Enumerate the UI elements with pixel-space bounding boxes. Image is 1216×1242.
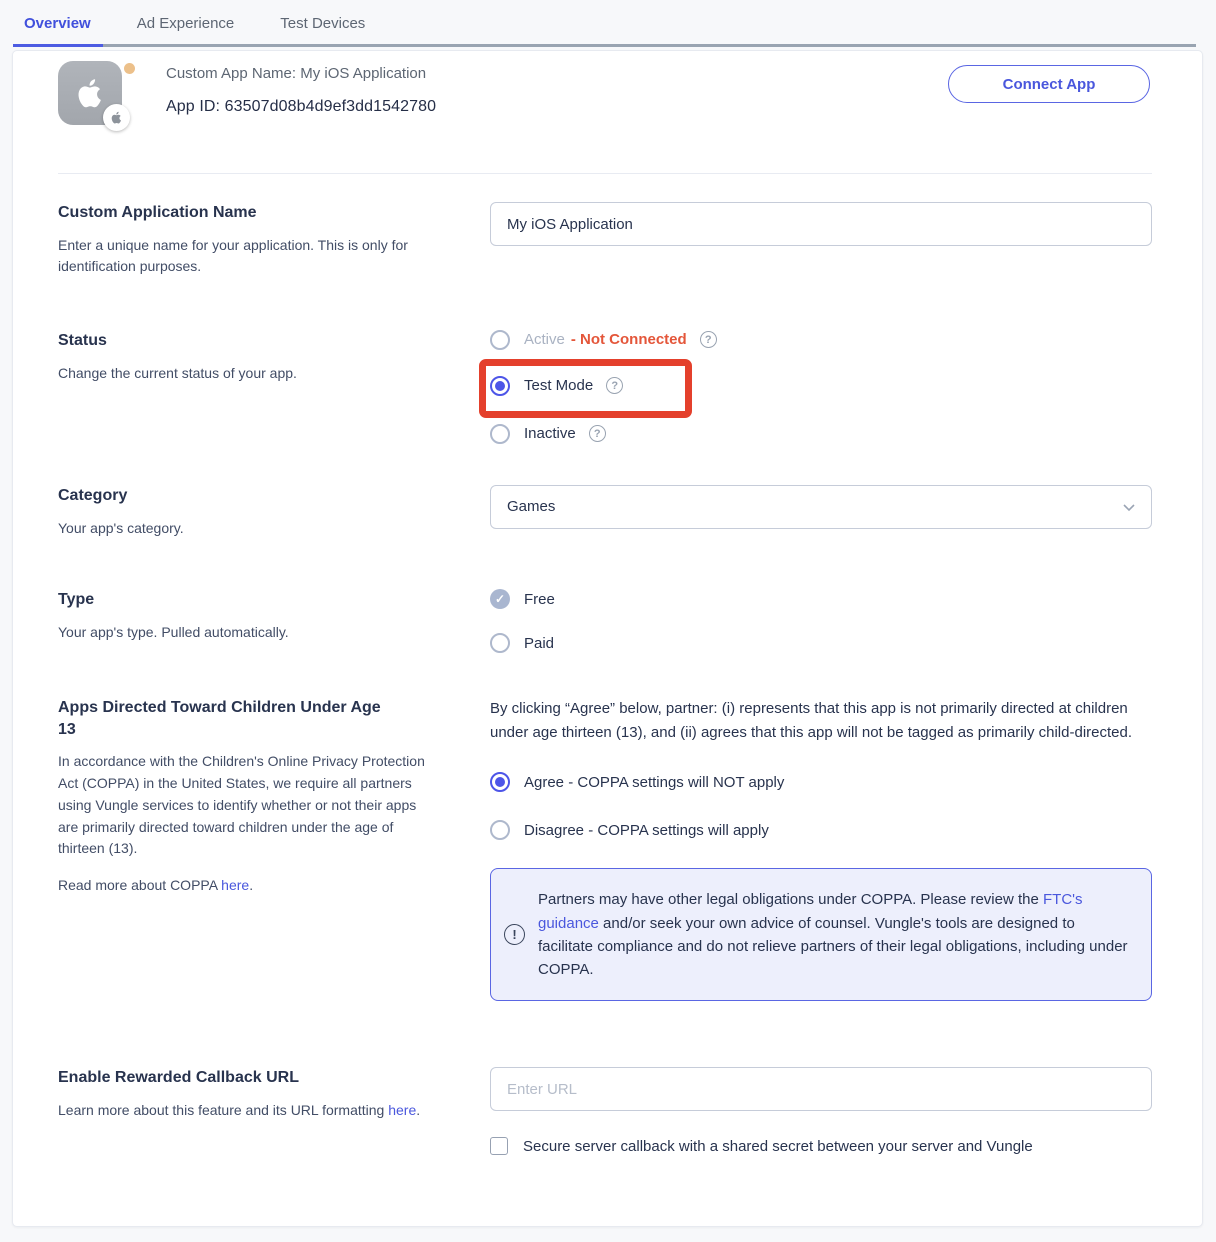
notification-dot — [124, 63, 135, 74]
coppa-description: In accordance with the Children's Online Privacy Protection Act (COPPA) in the United States, we require all partners using Vungle services to identify whether or not their apps are primarily directed toward children under the age of thirteen (13). — [58, 753, 425, 857]
active-radio[interactable] — [490, 330, 510, 350]
category-heading: Category — [58, 486, 128, 504]
connect-app-button[interactable]: Connect App — [948, 65, 1150, 103]
secure-callback-label: Secure server callback with a shared secret between your server and Vungle — [523, 1138, 1033, 1156]
exclamation-circle-icon: ! — [504, 924, 525, 945]
callback-url-input[interactable] — [490, 1067, 1152, 1111]
read-more-period: . — [249, 876, 254, 893]
category-select[interactable] — [490, 485, 1152, 529]
type-option-free — [490, 589, 1152, 609]
callback-desc-text: Learn more about this feature and its URL formatting — [58, 1101, 389, 1118]
ftc-guidance-link[interactable]: FTC's guidance — [538, 891, 1083, 932]
agree-radio[interactable] — [490, 772, 510, 792]
tab-bar — [0, 0, 1216, 47]
status-description: Change the current status of your app. — [58, 364, 297, 381]
callback-heading: Enable Rewarded Callback URL — [58, 1069, 299, 1087]
active-label: Active — [524, 331, 565, 349]
custom-application-name-heading: Custom Application Name — [58, 204, 257, 221]
coppa-here-link[interactable]: here — [221, 876, 250, 893]
category-description: Your app's category. — [58, 519, 184, 536]
type-description: Your app's type. Pulled automatically. — [58, 623, 289, 640]
app-id-text: App ID: 63507d08b4d9ef3dd1542780 — [166, 98, 437, 115]
type-heading: Type — [58, 591, 95, 609]
header-divider — [58, 173, 1152, 174]
section-status — [58, 330, 1152, 444]
not-connected-label: - Not Connected — [570, 331, 687, 349]
section-type — [58, 589, 1152, 653]
paid-label: Paid — [524, 634, 555, 652]
category-selected-value: Games — [507, 498, 556, 516]
overview-card — [12, 50, 1203, 1227]
disagree-label: Disagree - COPPA settings will apply — [524, 821, 769, 839]
apple-logo-small-icon — [109, 110, 124, 125]
apple-badge-icon — [103, 104, 130, 131]
test-mode-radio[interactable] — [490, 376, 510, 396]
tab-ad-experience[interactable]: Ad Experience — [136, 15, 235, 32]
inactive-help-icon[interactable]: ? — [589, 425, 606, 442]
status-option-inactive[interactable] — [490, 424, 1152, 444]
free-checked-icon: ✓ — [490, 589, 510, 609]
section-coppa — [58, 697, 1152, 1001]
coppa-heading: Apps Directed Toward Children Under Age 13 — [58, 699, 381, 738]
coppa-option-agree[interactable] — [490, 772, 1152, 792]
coppa-read-more — [58, 877, 462, 893]
test-mode-help-icon[interactable]: ? — [606, 377, 623, 394]
callback-here-link[interactable]: here — [388, 1101, 417, 1118]
coppa-notice-box — [490, 868, 1152, 1001]
read-more-text: Read more about COPPA — [58, 876, 222, 893]
status-option-test-mode[interactable] — [490, 376, 623, 396]
app-header — [58, 51, 1152, 165]
disagree-radio[interactable] — [490, 820, 510, 840]
app-meta — [166, 61, 436, 116]
tab-test-devices[interactable]: Test Devices — [280, 15, 366, 32]
callback-description — [58, 1100, 458, 1122]
apple-logo-icon — [72, 75, 108, 111]
active-help-icon[interactable]: ? — [700, 331, 717, 348]
free-label: Free — [524, 590, 555, 608]
type-option-paid[interactable] — [490, 633, 1152, 653]
agree-label: Agree - COPPA settings will NOT apply — [524, 773, 785, 791]
secure-callback-option[interactable] — [490, 1135, 1152, 1159]
custom-app-name-text: Custom App Name: My iOS Application — [166, 65, 427, 82]
callback-desc-period: . — [416, 1101, 421, 1118]
test-mode-label: Test Mode — [524, 377, 594, 395]
application-name-input[interactable] — [490, 202, 1152, 246]
secure-callback-checkbox[interactable] — [490, 1137, 508, 1155]
coppa-option-disagree[interactable] — [490, 820, 1152, 840]
coppa-notice-text — [538, 888, 1131, 981]
notice-text-before: Partners may have other legal obligations under COPPA. Please review the — [538, 891, 1043, 909]
custom-application-name-description: Enter a unique name for your application. This is only for identification purposes. — [58, 236, 408, 275]
section-rewarded-callback — [58, 1067, 1152, 1159]
status-option-active[interactable] — [490, 330, 1152, 350]
status-heading: Status — [58, 331, 107, 349]
chevron-down-icon — [1123, 498, 1135, 515]
coppa-agreement-text: By clicking “Agree” below, partner: (i) represents that this app is not primarily directed at children under age thirteen (13), and (ii) agrees that this app will not be tagged as primarily child-directed. — [490, 700, 1133, 742]
tab-overview[interactable]: Overview — [24, 15, 91, 47]
notice-text-after: and/or seek your own advice of counsel. Vungle's tools are designed to facilitate compliance and do not relieve partners of their legal obligations, including under COPPA. — [538, 914, 1128, 978]
inactive-radio[interactable] — [490, 424, 510, 444]
paid-radio[interactable] — [490, 633, 510, 653]
section-category — [58, 485, 1152, 539]
inactive-label: Inactive — [524, 425, 576, 443]
section-custom-application-name — [58, 202, 1152, 278]
apple-app-icon — [58, 61, 122, 125]
